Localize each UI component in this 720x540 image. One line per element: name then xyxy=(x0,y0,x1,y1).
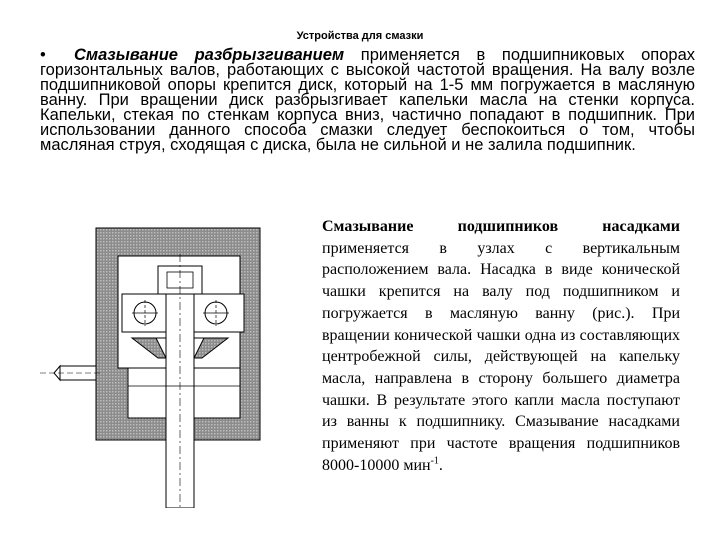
para-lead: Смазывание разбрызгиванием xyxy=(74,46,345,64)
side-tail: . xyxy=(438,456,443,474)
side-text xyxy=(322,216,680,476)
bullet-marker: • xyxy=(40,46,46,64)
drain-plug xyxy=(40,366,100,380)
side-heading: Смазывание подшипников насадками xyxy=(322,218,680,235)
side-exponent: -1 xyxy=(430,455,439,467)
intro-paragraph xyxy=(40,48,695,153)
para-text: применяется в подшипниковых опорах горизонтальных валов, работающих с высокой частотой вращения. На валу возле подшипниковой опоры крепится диск, который на 1-5 мм погружается в масляную ванну. При вращении диск разбрызгивает капельки масла на стенки корпуса. Капельки, стекая по стенкам корпуса вниз, частично попадают в подшипник. При использовании данного способа смазки следует беспокоиться о том, чтобы масляная струя, сходящая с диска, была не сильной и не залила подшипник. xyxy=(40,46,695,154)
bearing-drawing xyxy=(40,208,270,508)
side-body: применяется в узлах с вертикальным расположением вала. Насадка в виде конической чашки крепится на валу под подшипником и погружается в масляную ванну (рис.). При вращении конической чашки одна из составляющих центробежной силы, действующей на капельку масла, направлена в сторону большего диаметра чашки. В результате этого капли масла поступают из ванны к подшипнику. Смазывание насадками применяют при частоте вращения подшипников 8000-10000 мин xyxy=(322,239,680,474)
bearing-right xyxy=(188,294,244,332)
slide-title: Устройства для смазки xyxy=(296,30,424,42)
